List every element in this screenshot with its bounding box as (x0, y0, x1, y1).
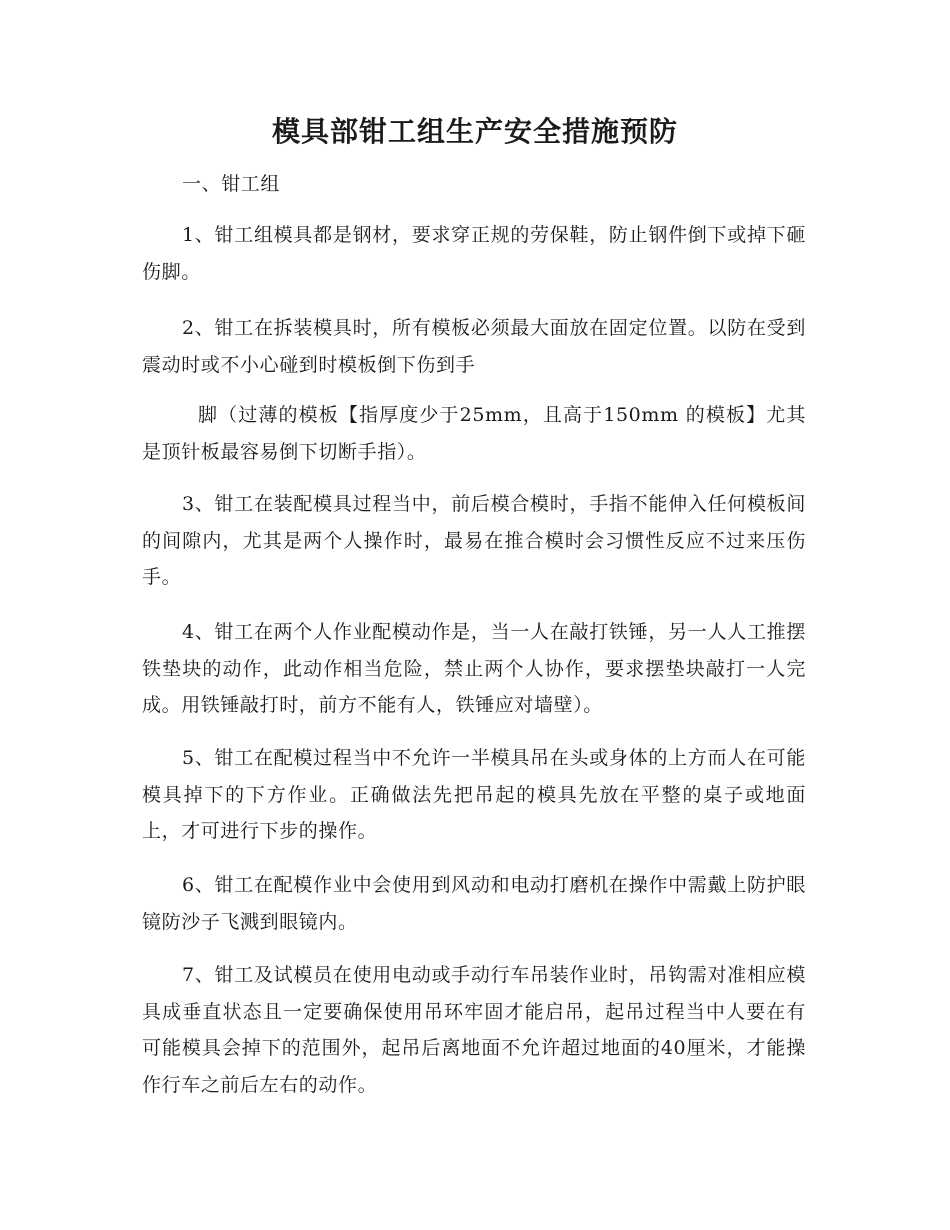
paragraph-3: 3、钳工在装配模具过程当中，前后模合模时，手指不能伸入任何模板间的间隙内，尤其是两个人操作时，最易在推合模时会习惯性反应不过来压伤手。 (142, 493, 806, 588)
paragraph-7: 7、钳工及试模员在使用电动或手动行车吊装作业时，吊钩需对准相应模具成垂直状态且一定要确保使用吊环牢固才能启吊，起吊过程当中人要在有可能模具会掉下的范围外，起吊后离地面不允许超过地面的40厘米，才能操作行车之前后左右的动作。 (142, 964, 806, 1096)
paragraph-4: 4、钳工在两个人作业配模动作是，当一人在敲打铁锤，另一人人工推摆铁垫块的动作，此动作相当危险，禁止两个人协作，要求摆垫块敲打一人完成。用铁锤敲打时，前方不能有人，铁锤应对墙壁）。 (142, 621, 806, 716)
paragraph-1: 1、钳工组模具都是钢材，要求穿正规的劳保鞋，防止钢件倒下或掉下砸伤脚。 (142, 224, 806, 283)
paragraph-5: 5、钳工在配模过程当中不允许一半模具吊在头或身体的上方而人在可能模具掉下的下方作业。正确做法先把吊起的模具先放在平整的桌子或地面上，才可进行下步的操作。 (142, 747, 806, 842)
section-heading: 一、钳工组 (182, 173, 281, 195)
paragraph-2-continued: 脚（过薄的模板【指厚度少于25mm，且高于150mm 的模板】尤其是顶针板最容易倒下切断手指）。 (142, 404, 806, 463)
document-title: 模具部钳工组生产安全措施预防 (271, 115, 678, 148)
paragraph-2: 2、钳工在拆装模具时，所有模板必须最大面放在固定位置。以防在受到震动时或不小心碰到时模板倒下伤到手 (142, 317, 806, 376)
paragraph-6: 6、钳工在配模作业中会使用到风动和电动打磨机在操作中需戴上防护眼镜防沙子飞溅到眼镜内。 (142, 874, 806, 933)
